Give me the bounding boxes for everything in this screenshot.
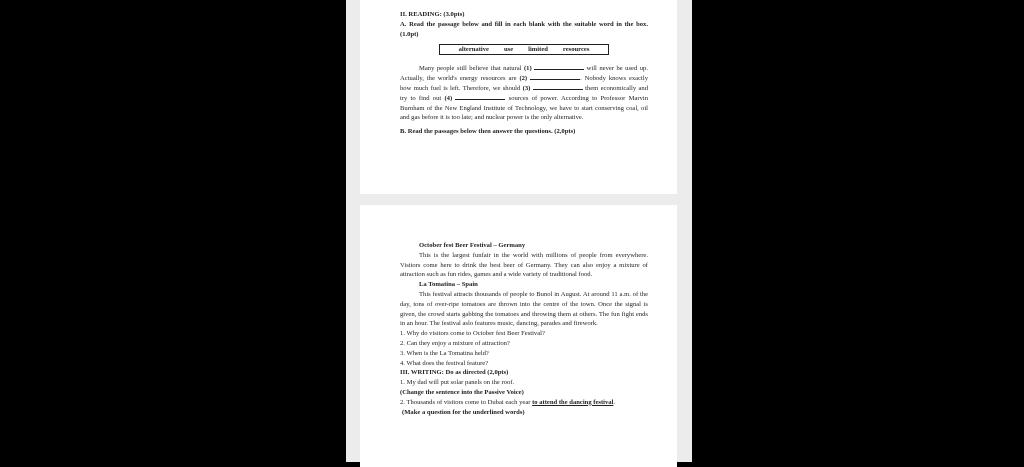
word-box (439, 44, 609, 55)
passage-title-oktoberfest: October fest Beer Festival – Germany (419, 242, 526, 249)
question-item: 3. When is the La Tomatina held? (400, 349, 489, 357)
task-a-instruction: A. Read the passage below and fill in each blank with the suitable word in the box. (1.0pt) (400, 20, 648, 38)
writing-item-1: 1. My dad will put solar panels on the roof. (400, 379, 515, 387)
writing-section-title: III. WRITING: Do as directed (2,0pts) (400, 369, 509, 377)
writing-instruction-2: (Make a question for the underlined words) (402, 408, 525, 416)
passage-text: Many people still believe that natural (419, 65, 524, 73)
passage-text: . Nobody knows exactly how much fuel is left. Therefore, we should (400, 75, 648, 92)
passage-tomatina: This festival attracts thousands of people to Bunol in August. At around 11 a.m. of the day, tons of over-ripe tomatoes are thrown into the centre of the town. Once the signal is given, the crowd starts gabbing the tomatoes and throwing them at others. The fun fight ends in an hour. The festival aslo features music, dancing, parades and firework. (400, 290, 648, 328)
passage-oktoberfest: This is the largest funfair in the world with millions of people from everywhere. Visitors come here to drink the best beer of Germany. They can also enjoy a mixture of attraction such as fun rides, games and a wide variety of traditional food. (400, 251, 648, 279)
page-1 (360, 0, 677, 194)
page-2 (360, 205, 677, 467)
word-box-item: limited (528, 46, 548, 54)
blank-line (530, 74, 580, 80)
passage-title-tomatina: La Tomatina – Spain (419, 281, 478, 289)
word-box-item: alternative (458, 46, 489, 54)
question-item: 2. Can they enjoy a mixture of attraction? (400, 339, 510, 347)
blank-line (533, 84, 583, 90)
question-item: 4. What does the festival feature? (400, 359, 489, 367)
underlined-phrase: to attend the dancing festival (532, 398, 614, 406)
blank-number: (4) (444, 94, 453, 102)
document-viewer[interactable] (346, 0, 692, 462)
word-box-item: resources (562, 46, 590, 54)
blank-number: (2) (519, 75, 528, 83)
passage-text: them economically and try to find out (400, 84, 649, 102)
question-item: 1. Why do visitors come to October fest Beer Festival? (400, 330, 545, 338)
blank-line (455, 94, 505, 100)
blank-line (534, 64, 584, 70)
blank-number: (3) (522, 84, 531, 92)
task-b-instruction: B. Read the passages below then answer the questions. (2,0pts) (400, 128, 576, 136)
writing-item-2-text: 2. Thousands of visitors come to Dubai each year (400, 398, 533, 406)
word-box-item: use (503, 46, 514, 54)
writing-item-2 (400, 398, 648, 408)
reading-passage (400, 64, 648, 123)
blank-number: (1) (523, 65, 532, 73)
passage-text: sources of power. According to Professor Marvin Burnham of the New England Institute of Technology, we have to start conserving coal, oil and gas before it is too late; and nuclear power is the only alternative. (400, 94, 648, 122)
passage-text: will never be used up. Actually, the world's energy resources are (400, 65, 648, 83)
reading-section-title: II. READING: (3.0pts) (400, 11, 465, 18)
writing-instruction-1: (Change the sentence into the Passive Voice) (400, 388, 524, 396)
writing-item-2-end: . (613, 398, 616, 406)
